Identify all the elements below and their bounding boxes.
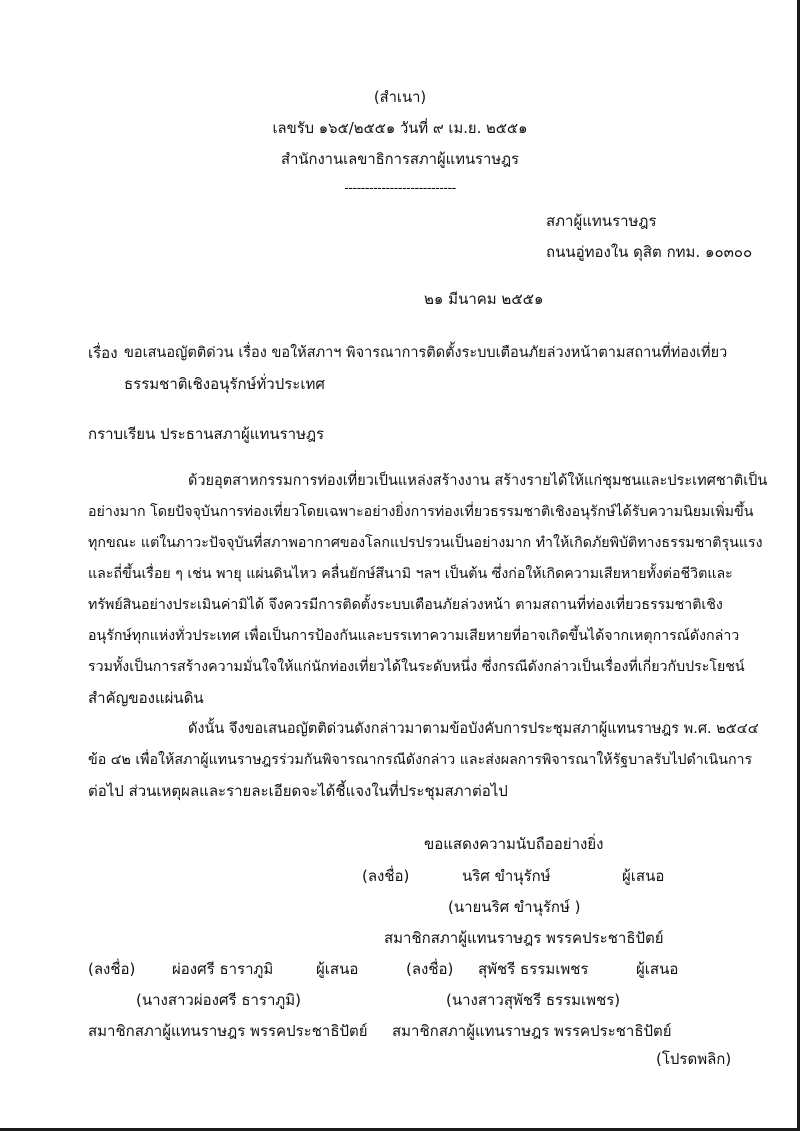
receipt-line: เลขรับ ๑๖๕/๒๕๕๑ วันที่ ๙ เม.ย. ๒๕๕๑ [272,120,528,137]
turn-over-note: (โปรดพลิก) [656,1050,732,1068]
paragraph-1-line: อย่างมาก โดยปัจจุบันการท่องเที่ยวโดยเฉพาะอย่างยิ่งการท่องเที่ยวธรรมชาติเชิงอนุรักษ์ได้รับความนิยมเพิ่มขึ้น [88,504,754,520]
paragraph-1-line: อนุรักษ์ทุกแห่งทั่วประเทศ เพื่อเป็นการป้องกันและบรรเทาความเสียหายที่อาจเกิดขึ้นได้จากเหตุการณ์ดังกล่าว [88,628,740,644]
paragraph-2-line: ดังนั้น จึงขอเสนอญัตติด่วนดังกล่าวมาตามข้อบังคับการประชุมสภาผู้แทนราษฎร พ.ศ. ๒๕๔๔ [188,721,759,737]
salutation: กราบเรียน ประธานสภาผู้แทนราษฎร [88,425,325,443]
main-signer-name: นริศ ขำนุรักษ์ [462,867,551,885]
closing: ขอแสดงความนับถืออย่างยิ่ง [424,835,604,853]
address-line-1: สภาผู้แทนราษฎร [546,212,657,230]
paragraph-2-line: ต่อไป ส่วนเหตุผลและรายละเอียดจะได้ชี้แจงในที่ประชุมสภาต่อไป [88,782,508,800]
right-signer-position: สมาชิกสภาผู้แทนราษฎร พรรคประชาธิปัตย์ [392,1022,672,1040]
left-signer-position: สมาชิกสภาผู้แทนราษฎร พรรคประชาธิปัตย์ [88,1022,368,1040]
copy-mark: (สำเนา) [373,89,427,106]
paragraph-1-line: รวมทั้งเป็นการสร้างความมั่นใจให้แก่นักท่องเที่ยวได้ในระดับหนึ่ง ซึ่งกรณีดังกล่าวเป็นเรื่องที่เกี่ยวกับประโยชน์ [88,659,745,675]
main-signer-position: สมาชิกสภาผู้แทนราษฎร พรรคประชาธิปัตย์ [384,929,664,947]
paragraph-1-line: ด้วยอุตสาหกรรมการท่องเที่ยวเป็นแหล่งสร้างงาน สร้างรายได้ให้แก่ชุมชนและประเทศชาติเป็น [188,473,768,489]
header-divider: --------------------------- [344,181,456,196]
paragraph-2-line: ข้อ ๔๒ เพื่อให้สภาผู้แทนราษฎรร่วมกันพิจารณากรณีดังกล่าว และส่งผลการพิจารณาให้รัฐบาลรับไปดำเนินการ [88,752,753,768]
paragraph-1-line: ทรัพย์สินอย่างประเมินค่ามิได้ จึงควรมีการติดตั้งระบบเตือนภัยล่วงหน้า ตามสถานที่ท่องเที่ยวธรรมชาติเชิง [88,597,723,613]
sign-label: (ลงชื่อ) [406,960,454,978]
subject-label: เรื่อง [88,344,118,362]
subject-line-1: ขอเสนอญัตติด่วน เรื่อง ขอให้สภาฯ พิจารณาการติดตั้งระบบเตือนภัยล่วงหน้าตามสถานที่ท่องเที่ยว [124,345,728,361]
paragraph-1-line: และถี่ขึ้นเรื่อย ๆ เช่น พายุ แผ่นดินไหว คลื่นยักษ์สึนามิ ฯลฯ เป็นต้น ซึ่งก่อให้เกิดความเสียหายทั้งต่อชีวิตและ [88,566,733,582]
proposer-role: ผู้เสนอ [316,960,359,978]
sign-label: (ลงชื่อ) [362,867,410,885]
letter-date: ๒๑ มีนาคม ๒๕๕๑ [424,290,544,308]
proposer-role: ผู้เสนอ [636,960,679,978]
proposer-role: ผู้เสนอ [622,867,665,885]
left-signer-full-name: (นางสาวผ่องศรี ธาราภูมิ) [136,991,302,1009]
right-signer-name: สุพัชรี ธรรมเพชร [478,960,589,978]
subject-line-2: ธรรมชาติเชิงอนุรักษ์ทั่วประเทศ [124,375,325,393]
sign-label: (ลงชื่อ) [88,960,136,978]
office-name: สำนักงานเลขาธิการสภาผู้แทนราษฎร [281,151,519,168]
right-signer-full-name: (นางสาวสุพัชรี ธรรมเพชร) [446,991,621,1009]
paragraph-1-line: ทุกขณะ แต่ในภาวะปัจจุบันที่สภาพอากาศของโลกแปรปรวนเป็นอย่างมาก ทำให้เกิดภัยพิบัติทางธรรมชาติรุนแรง [88,535,763,551]
main-signer-full-name: (นายนริศ ขำนุรักษ์ ) [448,898,581,916]
address-line-2: ถนนอู่ทองใน ดุสิต กทม. ๑๐๓๐๐ [546,243,753,261]
left-signer-name: ผ่องศรี ธาราภูมิ [172,960,274,978]
paragraph-1-line: สำคัญของแผ่นดิน [88,689,204,707]
